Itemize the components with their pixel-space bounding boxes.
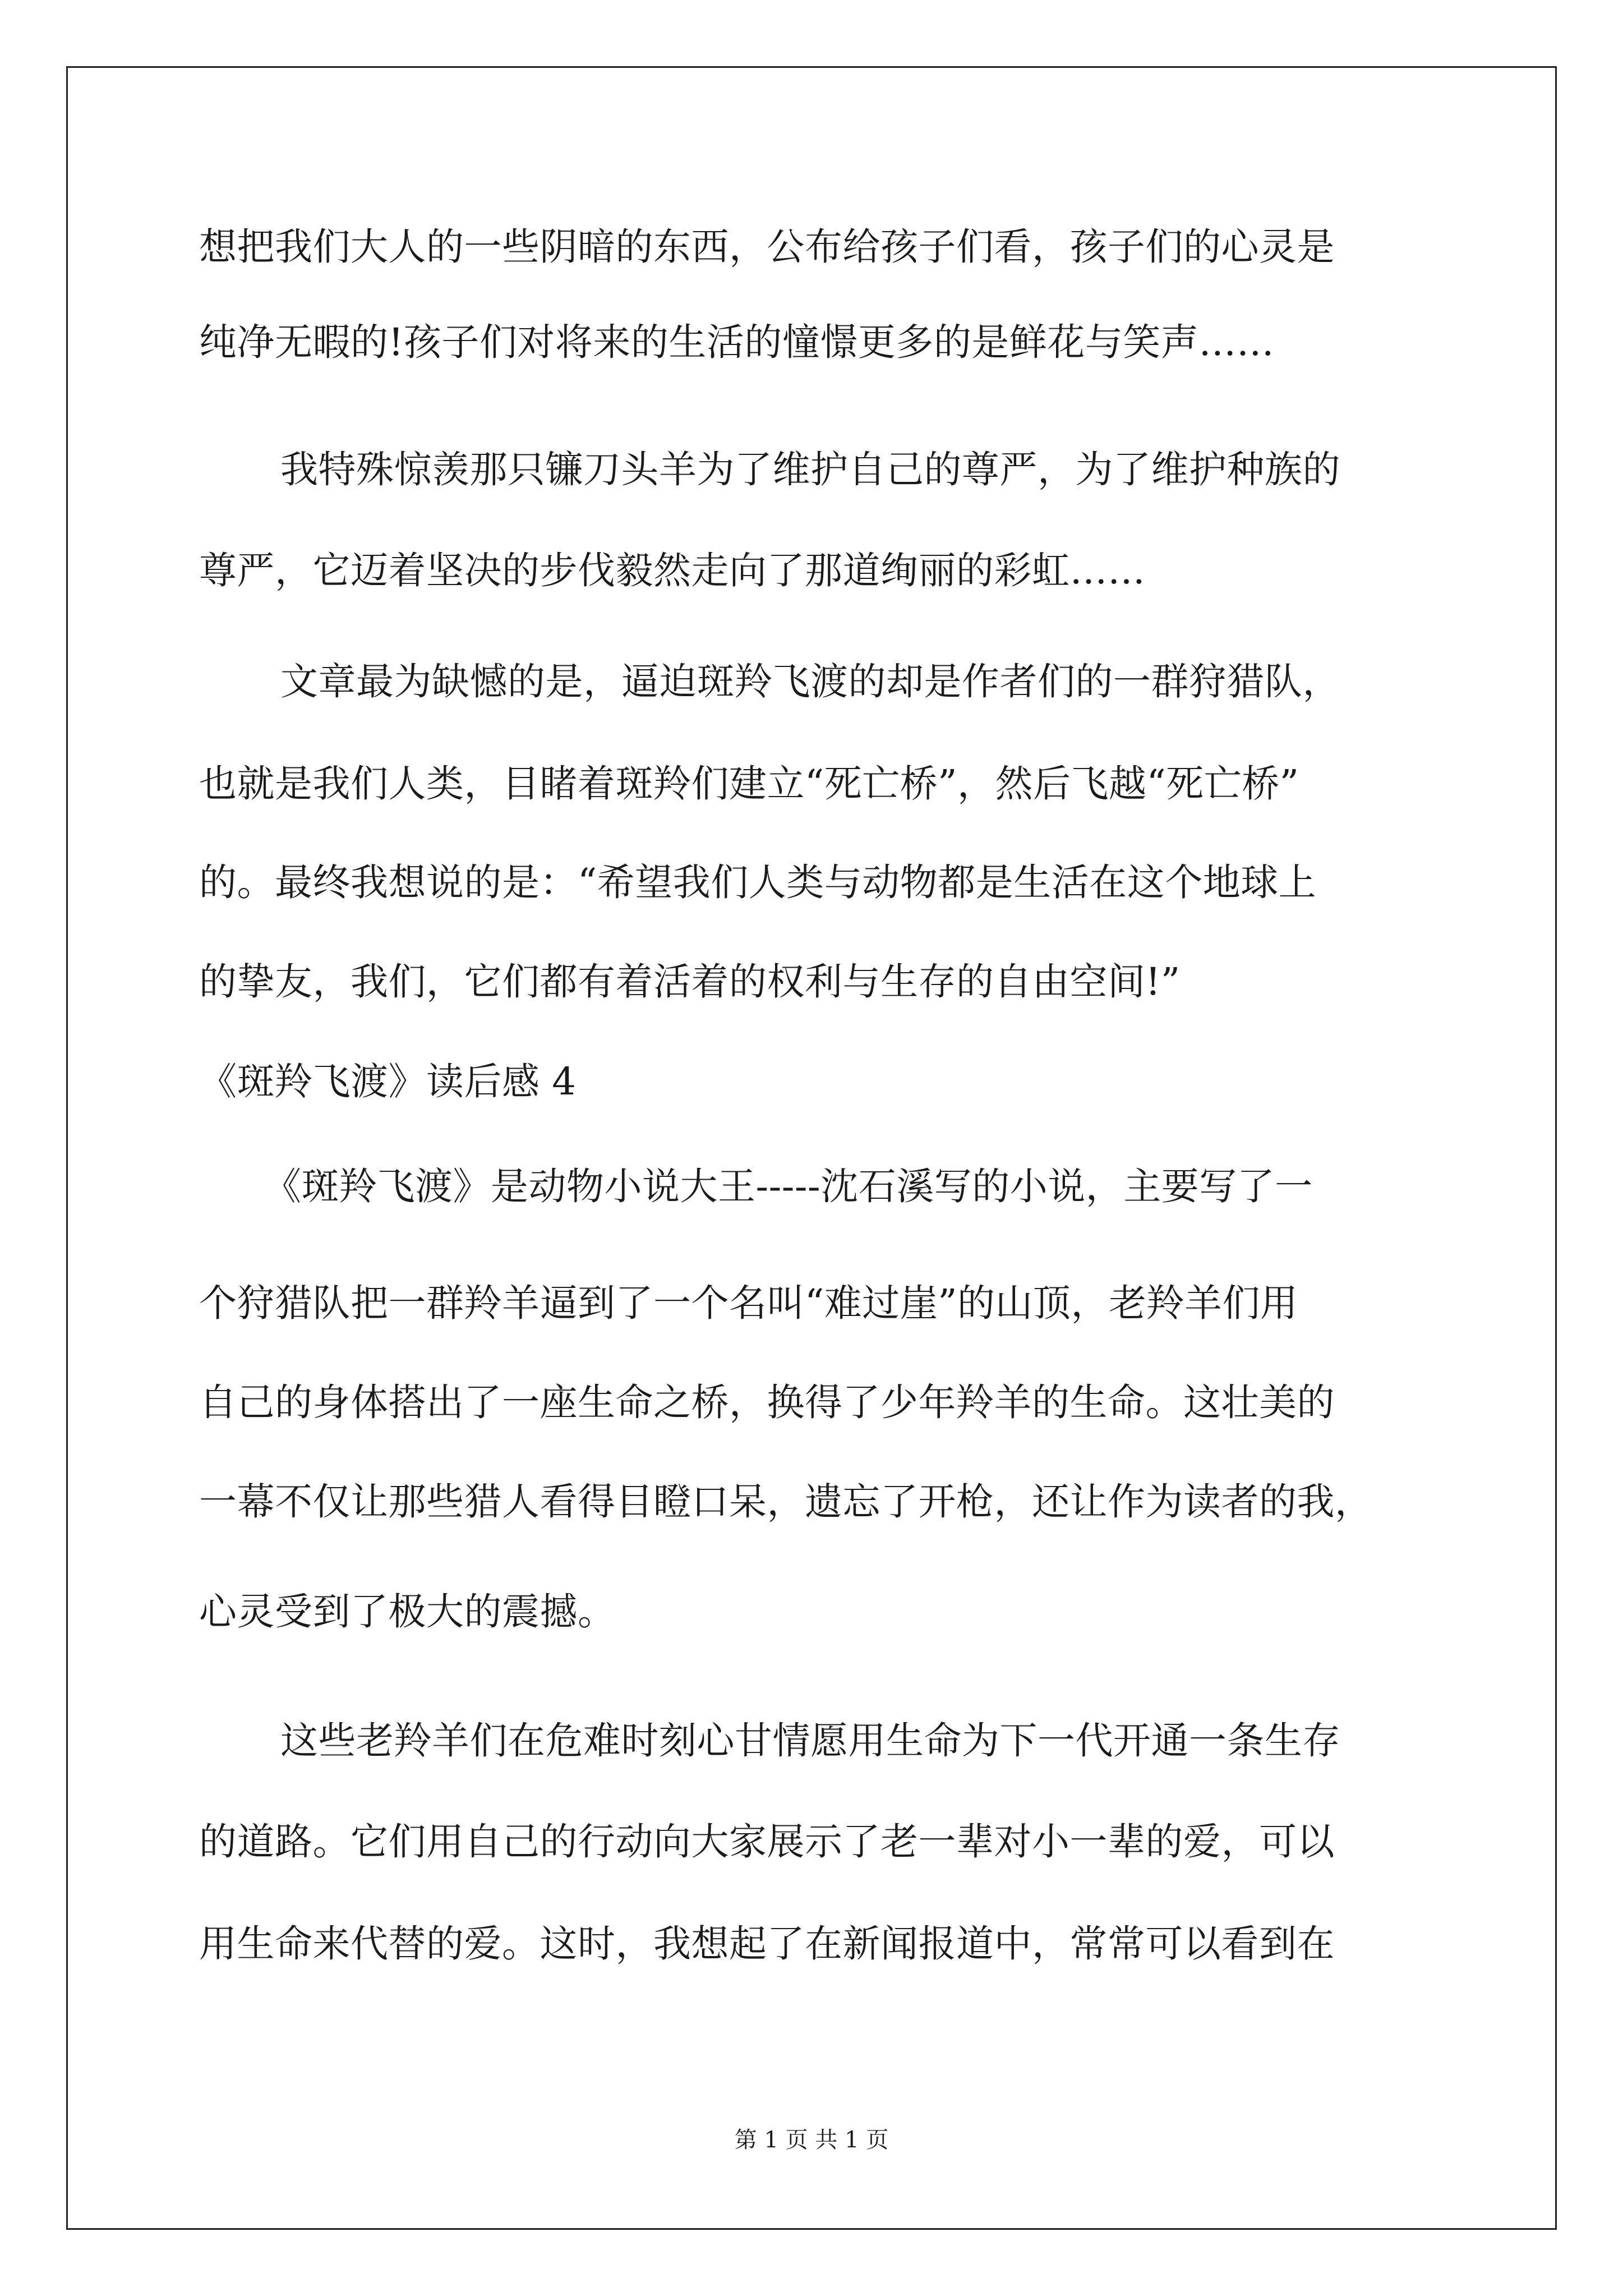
page-number-footer: 第 1 页 共 1 页 xyxy=(734,2127,889,2153)
text-line: 也就是我们人类，目睹着斑羚们建立“死亡桥”，然后飞越“死亡桥” xyxy=(199,762,1299,806)
text-line: 纯净无暇的!孩子们对将来的生活的憧憬更多的是鲜花与笑声…… xyxy=(199,320,1275,364)
text-line: 的道路。它们用自己的行动向大家展示了老一辈对小一辈的爱，可以 xyxy=(199,1820,1335,1864)
text-line: 的挚友，我们，它们都有着活着的权利与生存的自由空间!” xyxy=(199,960,1181,1004)
page-border xyxy=(66,66,1557,2230)
section-heading: 《斑羚飞渡》读后感 4 xyxy=(199,1060,577,1103)
text-line: 一幕不仅让那些猎人看得目瞪口呆，遗忘了开枪，还让作为读者的我， xyxy=(199,1480,1373,1524)
text-line: 想把我们大人的一些阴暗的东西，公布给孩子们看，孩子们的心灵是 xyxy=(199,225,1335,269)
text-line: 心灵受到了极大的震撼。 xyxy=(199,1590,616,1634)
text-line: 的。最终我想说的是：“希望我们人类与动物都是生活在这个地球上 xyxy=(199,861,1317,904)
text-line: 《斑羚飞渡》是动物小说大王-----沈石溪写的小说，主要写了一 xyxy=(264,1165,1313,1208)
text-line: 自己的身体搭出了一座生命之桥，换得了少年羚羊的生命。这壮美的 xyxy=(199,1381,1335,1424)
text-line: 我特殊惊羡那只镰刀头羊为了维护自己的尊严，为了维护种族的 xyxy=(280,448,1340,491)
text-line: 用生命来代替的爱。这时，我想起了在新闻报道中，常常可以看到在 xyxy=(199,1922,1335,1966)
text-line: 个狩猎队把一群羚羊逼到了一个名叫“难过崖”的山顶，老羚羊们用 xyxy=(199,1281,1298,1325)
text-line: 尊严，它迈着坚决的步伐毅然走向了那道绚丽的彩虹…… xyxy=(199,549,1146,592)
text-line: 这些老羚羊们在危难时刻心甘情愿用生命为下一代开通一条生存 xyxy=(280,1719,1340,1763)
text-line: 文章最为缺憾的是，逼迫斑羚飞渡的却是作者们的一群狩猎队， xyxy=(280,660,1340,703)
